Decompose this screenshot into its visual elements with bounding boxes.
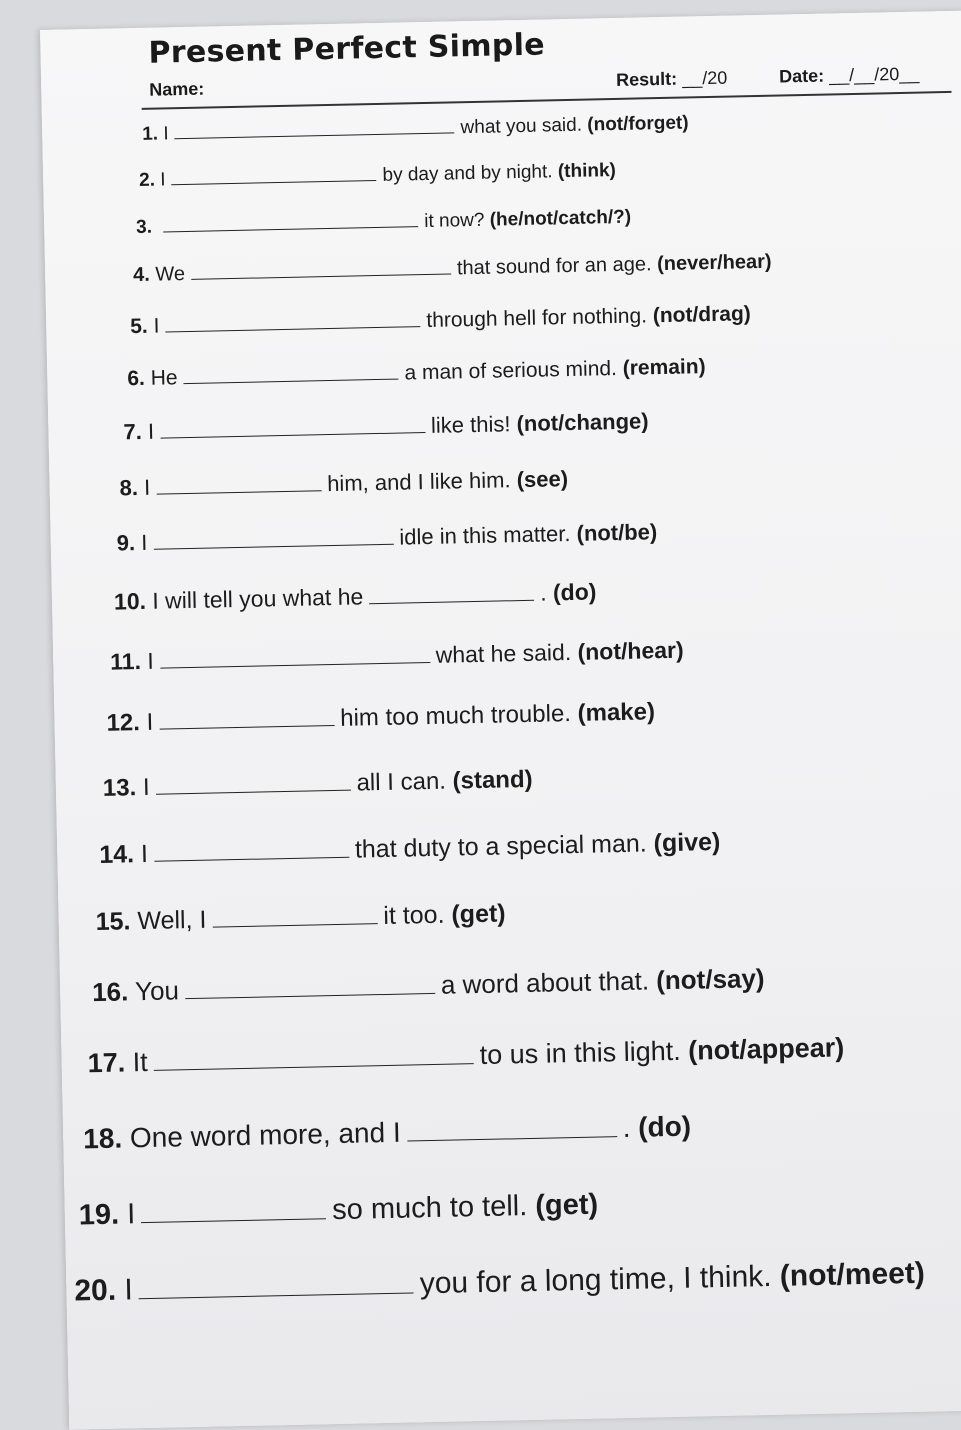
question-14 [99,824,721,870]
answer-blank[interactable] [154,832,350,862]
answer-blank[interactable] [212,898,378,927]
date-label: Date: [778,65,825,87]
answer-blank[interactable] [153,1036,474,1071]
question-lead-text: I [124,1273,134,1307]
answer-blank[interactable] [165,305,420,332]
verb-hint: (he/not/catch/?) [489,206,632,231]
verb-hint: (get) [451,899,506,929]
question-tail-text: you for a long time, I think. [419,1259,772,1301]
question-number: 19. [78,1198,120,1232]
question-18 [83,1107,692,1156]
verb-hint: (not/hear) [577,636,684,665]
question-lead-text: I [147,418,155,444]
question-tail-text: a man of serious mind. [404,356,618,385]
answer-blank[interactable] [156,468,321,494]
verb-hint: (make) [577,698,656,727]
verb-hint: (stand) [452,765,533,795]
question-tail-text: that duty to a special man. [354,829,647,864]
verb-hint: (do) [552,578,597,606]
question-tail-text: that sound for an age. [456,253,652,280]
question-tail-text: him, and I like him. [326,467,511,497]
question-tail-text: it too. [383,900,445,931]
question-number: 14. [98,840,135,869]
verb-hint: (get) [534,1188,599,1222]
question-lead-text: Well, I [137,905,207,936]
question-tail-text: so much to tell. [331,1190,528,1227]
question-tail-text: what you said. [460,114,583,139]
answer-blank[interactable] [369,577,534,604]
question-tail-text: him too much trouble. [339,700,572,732]
name-field [149,79,204,101]
question-4 [133,247,772,287]
question-number: 1. [141,123,159,145]
question-tail-text: . [622,1111,631,1144]
question-lead-text: I [140,529,148,555]
question-lead-text: It [132,1046,149,1078]
verb-hint: (never/hear) [656,250,772,276]
question-12 [106,694,655,737]
question-7 [123,405,649,445]
answer-blank[interactable] [159,701,334,730]
question-9 [116,516,657,556]
question-6 [127,351,706,391]
result-label: Result: [615,68,678,90]
verb-hint: (not/meet) [779,1256,926,1293]
question-16 [92,960,765,1008]
verb-hint: (not/appear) [687,1032,845,1066]
question-15 [95,895,506,937]
question-lead-text: He [150,366,178,390]
question-tail-text: to us in this light. [479,1035,682,1071]
question-tail-text: idle in this matter. [399,521,571,550]
question-number: 9. [116,530,136,556]
question-lead-text: I [146,708,154,736]
question-8 [119,463,568,501]
question-tail-text: it now? [424,209,485,232]
verb-hint: (not/say) [655,963,765,996]
question-lead-text: We [155,263,186,286]
answer-blank[interactable] [155,766,350,795]
question-3 [136,203,632,239]
question-tail-text: like this! [430,411,511,438]
answer-blank[interactable] [141,1189,327,1223]
header-divider [142,91,952,110]
question-lead-text: You [134,975,180,1007]
worksheet [40,10,961,1430]
question-11 [110,634,684,676]
question-number: 4. [132,263,151,287]
question-tail-text: by day and by night. [382,161,553,186]
question-tail-text: through hell for nothing. [426,304,648,332]
answer-blank[interactable] [163,207,418,232]
question-number: 15. [95,907,131,937]
answer-blank[interactable] [159,639,429,669]
question-lead-text: I [147,647,155,674]
question-tail-text: a word about that. [440,965,650,1000]
question-number: 10. [113,587,147,615]
question-lead-text: I [153,314,160,338]
question-lead-text: I [163,123,169,145]
result-value: __/20 [681,67,728,89]
question-number: 11. [109,648,142,675]
question-17 [87,1028,844,1079]
answer-blank[interactable] [183,358,398,384]
question-20 [74,1252,925,1309]
verb-hint: (remain) [622,355,706,380]
question-1 [142,108,689,145]
answer-blank[interactable] [174,113,454,139]
answer-blank[interactable] [191,253,451,279]
question-lead-text: I [126,1198,136,1231]
name-label: Name: [149,78,205,100]
question-lead-text: I [143,474,151,500]
question-lead-text: I [160,169,166,191]
result-field [616,68,727,91]
question-lead-text: I will tell you what he [152,583,364,614]
question-number: 6. [127,366,146,391]
question-number: 18. [82,1122,123,1155]
question-number: 13. [102,774,137,802]
question-lead-text: I [140,839,149,869]
question-number: 3. [135,216,153,239]
answer-blank[interactable] [153,522,393,550]
question-5 [130,298,751,339]
verb-hint: (think) [557,159,617,183]
question-tail-text: what he said. [435,639,572,668]
page-title: Present Perfect Simple [148,27,546,71]
verb-hint: (see) [516,466,569,493]
date-value: __/__/20__ [828,63,920,86]
question-number: 7. [123,418,143,445]
question-number: 20. [74,1273,117,1308]
verb-hint: (not/change) [516,408,649,437]
question-tail-text: . [539,579,547,606]
verb-hint: (do) [637,1110,692,1143]
answer-blank[interactable] [185,967,436,999]
answer-blank[interactable] [406,1108,617,1141]
verb-hint: (not/drag) [652,302,752,328]
answer-blank[interactable] [171,161,376,185]
date-field [779,64,920,88]
question-2 [139,156,616,192]
question-number: 2. [138,169,156,191]
question-lead-text: I [142,773,150,802]
question-tail-text: all I can. [356,767,447,797]
verb-hint: (not/be) [576,519,658,546]
question-number: 8. [119,475,139,501]
question-lead-text: One word more, and I [129,1116,402,1154]
verb-hint: (give) [653,827,721,858]
question-10 [114,575,597,615]
question-number: 12. [106,709,141,737]
question-13 [103,762,533,803]
question-number: 17. [87,1047,126,1079]
answer-blank[interactable] [138,1262,414,1299]
verb-hint: (not/forget) [587,112,689,136]
question-number: 5. [129,314,148,339]
question-19 [78,1184,598,1233]
question-number: 16. [91,976,129,1008]
answer-blank[interactable] [160,410,425,439]
